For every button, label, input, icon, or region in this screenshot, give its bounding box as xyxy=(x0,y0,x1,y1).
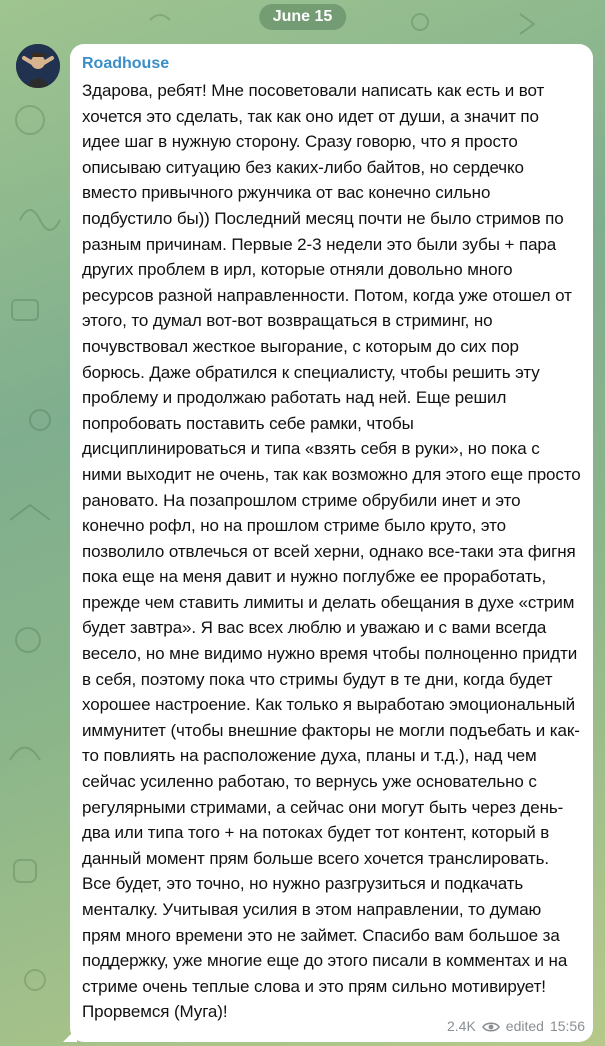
message-meta xyxy=(447,1018,585,1034)
views-count: 2.4K xyxy=(446,1018,476,1034)
avatar[interactable] xyxy=(16,44,60,88)
edited-label: edited xyxy=(505,1018,544,1034)
date-separator: June 15 xyxy=(259,4,347,30)
eye-icon xyxy=(482,1020,500,1032)
bubble-tail xyxy=(63,1028,77,1042)
message-text: Здарова, ребят! Мне посоветовали написать как есть и вот хочется это сделать, так как оно идет от души, а значит по идее шаг в нужную сторону. Сразу говорю, что я просто описываю ситуацию без каких-либо байтов, но сердечко вместо привычного ржунчика от вас конечно сильно подбустило бы)) Последний месяц почти не было стримов по разным причинам. Первые 2-3 недели это были зубы + пара других проблем в ирл, которые отняли довольно много ресурсов разной направленности. Потом, когда уже отошел от этого, то думал вот-вот возвращаться в стриминг, но почувствовал жесткое выгорание, с которым до сих пор борюсь. Даже обратился к специалисту, чтобы решить эту проблему и продолжаю работать над ней. Еще решил попробовать поставить себе рамки, чтобы дисциплинироваться и типа «взять себя в руки», но пока с ними выходит не очень, так как возможно для этого еще просто рановато. На позапрошлом стриме обрубили инет и это конечно рофл, но на прошлом стриме было круто, это позволило отвлечься от всей херни, однако все-таки эта фигня пока еще на меня давит и нужно поглубже ее проработать, прежде чем ставить лимиты и делать обещания в духе «стрим будет завтра». Я вас всех люблю и уважаю и с вами всегда весело, но мне видимо нужно время чтобы полноценно придти в себя, поэтому пока что стримы будут в те дни, когда будет хорошее настроение. Как только я выработаю эмоциональный иммунитет (чтобы внешние факторы не могли подъебать и как-то повлиять на расположение духа, планы и т.д.), над чем сейчас усиленно работаю, то вернусь уже основательно с регулярными стримами, а сейчас они могут быть через день-два или типа того + на потоках будет тот контент, который в данный момент прям больше всего хочется транслировать. Все будет, это точно, но нужно разгрузиться и подкачать менталку. Учитывая усилия в этом направлении, то думаю прям много времени это не займет. Спасибо вам большое за поддержку, уже многие еще до этого писали в комментах и на стриме очень теплые слова и это прям сильно мотивирует! Прорвемся (Муга)! xyxy=(82,81,581,1022)
message-time: 15:56 xyxy=(549,1018,585,1034)
sender-name[interactable]: Roadhouse xyxy=(82,55,170,72)
message-bubble[interactable] xyxy=(70,44,593,1042)
